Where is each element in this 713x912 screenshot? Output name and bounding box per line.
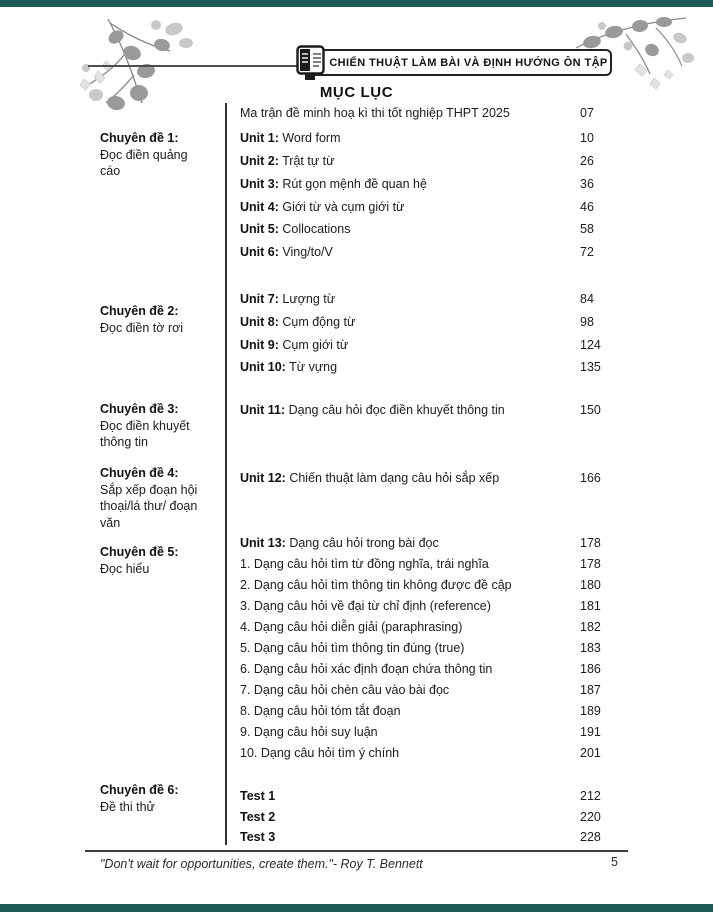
toc-title: MỤC LỤC <box>319 84 394 101</box>
toc-entry-text: Unit 7: Lượng từ <box>240 292 336 306</box>
toc-entry-text: Test 3 <box>240 830 276 844</box>
toc-entry-page: 186 <box>580 662 601 676</box>
header-rule <box>88 65 306 67</box>
toc-entry-page: 07 <box>580 106 594 120</box>
toc-entry-text: Test 2 <box>240 810 276 824</box>
toc-entry-page: 72 <box>580 245 594 259</box>
toc-entry-text: 4. Dạng câu hỏi diễn giải (paraphrasing) <box>240 620 463 634</box>
section-label: Chuyên đề 1: <box>100 131 179 145</box>
toc-entry-page: 180 <box>580 578 601 592</box>
toc-entry-text: 3. Dạng câu hỏi về đại từ chỉ định (reference) <box>240 599 491 613</box>
toc-entry-page: 36 <box>580 177 594 191</box>
toc-entry-page: 181 <box>580 599 601 613</box>
toc-entry-page: 166 <box>580 471 601 485</box>
toc-entry-page: 10 <box>580 131 594 145</box>
section-desc: Đọc điền khuyết thông tin <box>100 418 190 449</box>
toc-entry-text: 9. Dạng câu hỏi suy luận <box>240 725 378 739</box>
page-edge-top <box>0 0 713 7</box>
chuyen-de-section <box>100 130 208 180</box>
toc-entry-page: 212 <box>580 789 601 803</box>
toc-entry-text: 7. Dạng câu hỏi chèn câu vào bài đọc <box>240 683 450 697</box>
toc-entry-text: Unit 10: Từ vựng <box>240 360 338 374</box>
chuyen-de-section <box>100 303 208 336</box>
book-icon <box>295 44 327 81</box>
toc-entry-page: 84 <box>580 292 594 306</box>
toc-entry-page: 26 <box>580 154 594 168</box>
toc-entry-text: 1. Dạng câu hỏi tìm từ đồng nghĩa, trái nghĩa <box>240 557 489 571</box>
toc-entry-page: 187 <box>580 683 601 697</box>
section-desc: Đọc hiểu <box>100 561 150 576</box>
toc-entry-page: 150 <box>580 403 601 417</box>
toc-entry-text: Unit 13: Dạng câu hỏi trong bài đọc <box>240 536 439 550</box>
toc-entry-text: Ma trận đề minh hoạ kì thi tốt nghiệp THPT 2025 <box>240 106 510 120</box>
chuyen-de-section <box>100 782 208 815</box>
toc-entry-page: 124 <box>580 338 601 352</box>
toc-entry-page: 189 <box>580 704 601 718</box>
toc-entry-page: 183 <box>580 641 601 655</box>
toc-entry-page: 98 <box>580 315 594 329</box>
toc-entry-text: Unit 12: Chiến thuật làm dạng câu hỏi sắp xếp <box>240 471 500 485</box>
footer-page-number: 5 <box>611 855 618 869</box>
section-desc: Đọc điền quảng cáo <box>100 147 188 178</box>
toc-entry-text: Unit 1: Word form <box>240 131 341 145</box>
section-label: Chuyên đề 2: <box>100 304 179 318</box>
toc-entry-text: Unit 3: Rút gọn mệnh đề quan hệ <box>240 177 427 191</box>
toc-entry-page: 135 <box>580 360 601 374</box>
toc-entry-text: 2. Dạng câu hỏi tìm thông tin không được đề cập <box>240 578 512 592</box>
toc-entry-text: Unit 5: Collocations <box>240 222 351 236</box>
section-desc: Sắp xếp đoạn hội thoại/lá thư/ đoạn văn <box>100 482 198 530</box>
toc-entry-page: 191 <box>580 725 601 739</box>
section-desc: Đề thi thử <box>100 799 155 814</box>
toc-entry-text: Unit 4: Giới từ và cụm giới từ <box>240 200 405 214</box>
page-edge-bottom <box>0 904 713 912</box>
toc-entry-text: 8. Dạng câu hỏi tóm tắt đoạn <box>240 704 401 718</box>
toc-entry-page: 228 <box>580 830 601 844</box>
toc-entry-page: 58 <box>580 222 594 236</box>
chuyen-de-section <box>100 544 208 577</box>
toc-entry-text: Unit 6: Ving/to/V <box>240 245 333 259</box>
toc-entry-page: 178 <box>580 557 601 571</box>
chuyen-de-section <box>100 401 208 451</box>
section-label: Chuyên đề 5: <box>100 545 179 559</box>
chapter-title-box <box>303 49 612 76</box>
toc-entry-page: 46 <box>580 200 594 214</box>
section-label: Chuyên đề 3: <box>100 402 179 416</box>
toc-entry-text: Unit 11: Dạng câu hỏi đọc điền khuyết thông tin <box>240 403 505 417</box>
toc-entry-page: 182 <box>580 620 601 634</box>
chapter-title: CHIẾN THUẬT LÀM BÀI VÀ ĐỊNH HƯỚNG ÔN TẬP <box>329 56 608 69</box>
toc-entry-text: Unit 9: Cụm giới từ <box>240 338 349 352</box>
toc-entry-text: 6. Dạng câu hỏi xác định đoạn chứa thông tin <box>240 662 493 676</box>
section-desc: Đọc điền tờ rơi <box>100 320 184 335</box>
section-label: Chuyên đề 6: <box>100 783 179 797</box>
column-divider <box>225 103 227 845</box>
chuyen-de-section <box>100 465 208 531</box>
toc-entry-text: Test 1 <box>240 789 276 803</box>
toc-entry-text: Unit 2: Trật tự từ <box>240 154 335 168</box>
section-label: Chuyên đề 4: <box>100 466 179 480</box>
toc-entry-page: 178 <box>580 536 601 550</box>
toc-entry-text: 10. Dạng câu hỏi tìm ý chính <box>240 746 400 760</box>
toc-entry-page: 220 <box>580 810 601 824</box>
toc-entry-text: 5. Dạng câu hỏi tìm thông tin đúng (true) <box>240 641 465 655</box>
footer-quote: "Don't wait for opportunities, create them."- Roy T. Bennett <box>100 857 423 871</box>
toc-entry-page: 201 <box>580 746 601 760</box>
footer-rule <box>85 850 628 852</box>
toc-entry-text: Unit 8: Cụm động từ <box>240 315 356 329</box>
